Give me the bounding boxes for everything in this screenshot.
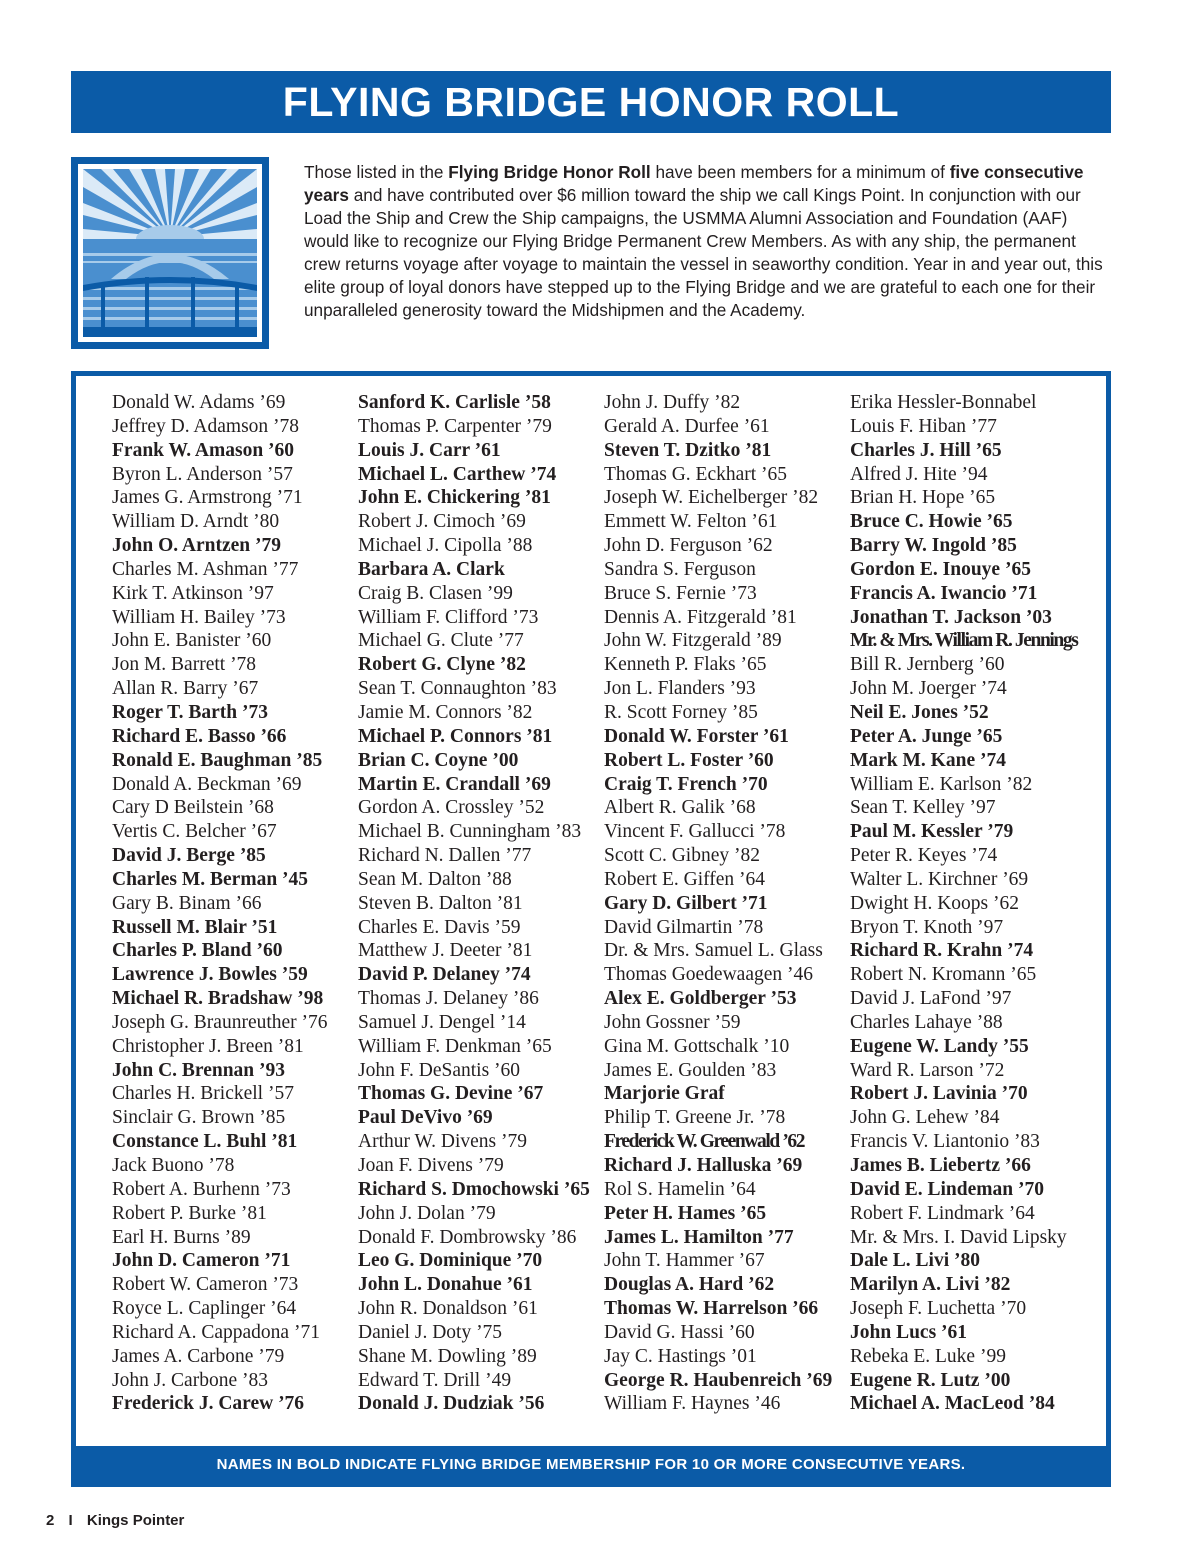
honor-roll-name-bold: Craig T. French ’70 [604, 773, 768, 795]
honor-roll-name: Scott C. Gibney ’82 [604, 845, 760, 867]
honor-roll-name: James E. Goulden ’83 [604, 1059, 777, 1081]
bold-names-note: NAMES IN BOLD INDICATE FLYING BRIDGE MEMBERSHIP FOR 10 OR MORE CONSECUTIVE YEARS. [216, 1455, 966, 1473]
honor-roll-name: Rol S. Hamelin ’64 [604, 1178, 756, 1200]
honor-roll-name-bold: Frederick W. Greenwald ’62 [604, 1131, 805, 1153]
honor-roll-name: Earl H. Burns ’89 [112, 1226, 251, 1248]
bold-names-note-bar [76, 1446, 1106, 1482]
honor-roll-name: Louis F. Hiban ’77 [850, 415, 997, 437]
intro-text: Those listed in the [304, 162, 449, 182]
honor-roll-name-bold: Gary D. Gilbert ’71 [604, 892, 768, 914]
honor-roll-name: John J. Carbone ’83 [112, 1369, 268, 1391]
honor-roll-name-bold: Donald W. Forster ’61 [604, 725, 789, 747]
honor-roll-name: Gina M. Gottschalk ’10 [604, 1035, 790, 1057]
page-number: 2 [46, 1512, 55, 1529]
honor-roll-name: Joseph F. Luchetta ’70 [850, 1298, 1027, 1320]
honor-roll-name: Kenneth P. Flaks ’65 [604, 654, 767, 676]
honor-roll-name-bold: David J. Berge ’85 [112, 845, 266, 867]
honor-roll-name: Gerald A. Durfee ’61 [604, 415, 770, 437]
honor-roll-name: Royce L. Caplinger ’64 [112, 1298, 297, 1320]
honor-roll-name: R. Scott Forney ’85 [604, 701, 758, 723]
honor-roll-name: Dwight H. Koops ’62 [850, 892, 1019, 914]
honor-roll-name-bold: Marilyn A. Livi ’82 [850, 1274, 1011, 1296]
intro-paragraph [304, 161, 1104, 322]
intro-text: have been members for a minimum of [650, 162, 950, 182]
honor-roll-name-bold: Bruce C. Howie ’65 [850, 511, 1013, 533]
honor-roll-name: Jay C. Hastings ’01 [604, 1345, 757, 1367]
honor-roll-name: Cary D Beilstein ’68 [112, 797, 274, 819]
honor-roll-name: William F. Clifford ’73 [358, 606, 539, 628]
honor-roll-name: Gary B. Binam ’66 [112, 892, 262, 914]
honor-roll-name: Robert N. Kromann ’65 [850, 964, 1037, 986]
honor-roll-name: Michael G. Clute ’77 [358, 630, 524, 652]
honor-roll-name: Thomas J. Delaney ’86 [358, 988, 539, 1010]
honor-roll-name: John M. Joerger ’74 [850, 678, 1007, 700]
honor-roll-name-bold: Paul DeVivo ’69 [358, 1107, 493, 1129]
honor-roll-name: Arthur W. Divens ’79 [358, 1131, 527, 1153]
honor-roll-name: Jack Buono ’78 [112, 1155, 235, 1176]
honor-roll-name: Joseph G. Braunreuther ’76 [112, 1011, 328, 1033]
honor-roll-name-bold: Charles M. Berman ’45 [112, 868, 309, 890]
honor-roll-column [604, 391, 850, 1416]
honor-roll-name: Ward R. Larson ’72 [850, 1059, 1005, 1081]
honor-roll-name: Donald F. Dombrowsky ’86 [358, 1226, 577, 1248]
honor-roll-name: Dr. & Mrs. Samuel L. Glass [604, 940, 823, 962]
honor-roll-name: Samuel J. Dengel ’14 [358, 1011, 526, 1033]
honor-roll-name: Bill R. Jernberg ’60 [850, 654, 1005, 676]
intro-text: and have contributed over $6 million toward the ship we call Kings Point. In conjunction with our Load the Ship and Crew the Ship campaigns, the USMMA Alumni Association and Foundation (AAF) would like to recognize our Flying Bridge Permanent Crew Members. As with any ship, the permanent crew returns voyage after voyage to maintain the vessel in seaworthy condition. Year in and year out, this elite group of loyal donors have stepped up to the Flying Bridge and we are grateful to each one for their unparalleled generosity toward the Midshipmen and the Academy. [304, 185, 1103, 320]
honor-roll-name: Rebeka E. Luke ’99 [850, 1345, 1006, 1367]
honor-roll-name: John F. DeSantis ’60 [358, 1059, 521, 1081]
intro-text-bold: five consecutive years [304, 162, 1084, 205]
honor-roll-name: Jon L. Flanders ’93 [604, 678, 756, 700]
honor-roll-name-bold: Michael R. Bradshaw ’98 [112, 988, 324, 1010]
honor-roll-name: Thomas P. Carpenter ’79 [358, 415, 552, 437]
honor-roll-name-bold: Michael P. Connors ’81 [358, 725, 553, 747]
honor-roll-name: Michael J. Cipolla ’88 [358, 535, 533, 557]
honor-roll-name-bold: Richard E. Basso ’66 [112, 725, 287, 747]
honor-roll-name: Joan F. Divens ’79 [358, 1155, 504, 1176]
honor-roll-name: Richard A. Cappadona ’71 [112, 1321, 320, 1343]
honor-roll-name: Jon M. Barrett ’78 [112, 654, 257, 676]
honor-roll-name: John J. Duffy ’82 [604, 392, 741, 413]
honor-roll-name-bold: James L. Hamilton ’77 [604, 1226, 794, 1248]
honor-roll-name-bold: Michael A. MacLeod ’84 [850, 1393, 1055, 1415]
honor-roll-name-bold: Peter A. Junge ’65 [850, 725, 1003, 747]
honor-roll-name: Jamie M. Connors ’82 [358, 701, 533, 723]
honor-roll-name: David Gilmartin ’78 [604, 916, 764, 938]
honor-roll-name: Bruce S. Fernie ’73 [604, 582, 757, 604]
honor-roll-name-bold: Thomas G. Devine ’67 [358, 1083, 544, 1105]
honor-roll-name-bold: Ronald E. Baughman ’85 [112, 749, 323, 771]
honor-roll-name-bold: Michael L. Carthew ’74 [358, 463, 557, 485]
honor-roll-name: Robert J. Cimoch ’69 [358, 511, 526, 533]
honor-roll-name-bold: Gordon E. Inouye ’65 [850, 558, 1031, 580]
sunrise-bridge-icon [71, 157, 269, 349]
honor-roll-name-bold: David P. Delaney ’74 [358, 964, 531, 986]
honor-roll-name: David G. Hassi ’60 [604, 1321, 755, 1343]
honor-roll-name: Sinclair G. Brown ’85 [112, 1107, 286, 1129]
honor-roll-name: Richard N. Dallen ’77 [358, 845, 532, 867]
honor-roll-name: Charles H. Brickell ’57 [112, 1083, 294, 1105]
honor-roll-name: Thomas G. Eckhart ’65 [604, 463, 788, 485]
honor-roll-name-bold: John Lucs ’61 [850, 1321, 968, 1343]
honor-roll-name-bold: Frank W. Amason ’60 [112, 439, 295, 461]
honor-roll-name-bold: Barry W. Ingold ’85 [850, 535, 1017, 557]
honor-roll-name: David J. LaFond ’97 [850, 988, 1012, 1010]
honor-roll-name: Craig B. Clasen ’99 [358, 582, 513, 604]
honor-roll-name: William F. Haynes ’46 [604, 1393, 781, 1415]
honor-roll-name: Vincent F. Gallucci ’78 [604, 821, 786, 843]
honor-roll-name: Mr. & Mrs. I. David Lipsky [850, 1226, 1067, 1248]
honor-roll-name: Byron L. Anderson ’57 [112, 463, 293, 485]
honor-roll-name: James G. Armstrong ’71 [112, 487, 303, 509]
honor-roll-name: Robert W. Cameron ’73 [112, 1274, 299, 1296]
honor-roll-name: Christopher J. Breen ’81 [112, 1035, 304, 1057]
honor-roll-name-bold: Richard S. Dmochowski ’65 [358, 1178, 590, 1200]
honor-roll-name-bold: James B. Liebertz ’66 [850, 1155, 1031, 1176]
honor-roll-name: Bryon T. Knoth ’97 [850, 916, 1004, 938]
honor-roll-name: Gordon A. Crossley ’52 [358, 797, 545, 819]
honor-roll-name: Brian H. Hope ’65 [850, 487, 996, 509]
page-footer [46, 1512, 194, 1529]
honor-roll-name: Donald W. Adams ’69 [112, 392, 286, 413]
honor-roll-name: Edward T. Drill ’49 [358, 1369, 512, 1391]
honor-roll-box [71, 371, 1111, 1487]
honor-roll-name: Albert R. Galik ’68 [604, 797, 756, 819]
honor-roll-name: John G. Lehew ’84 [850, 1107, 1000, 1129]
honor-roll-name: John T. Hammer ’67 [604, 1250, 765, 1272]
honor-roll-name-bold: Marjorie Graf [604, 1083, 725, 1105]
honor-roll-name: Thomas Goedewaagen ’46 [604, 964, 814, 986]
honor-roll-name: Jeffrey D. Adamson ’78 [112, 415, 300, 437]
page-title-banner [71, 71, 1111, 133]
honor-roll-name: William F. Denkman ’65 [358, 1035, 552, 1057]
honor-roll-name-bold: Richard J. Halluska ’69 [604, 1155, 803, 1176]
honor-roll-name-bold: Neil E. Jones ’52 [850, 701, 989, 723]
honor-roll-name-bold: Douglas A. Hard ’62 [604, 1274, 775, 1296]
honor-roll-name-bold: Eugene W. Landy ’55 [850, 1035, 1029, 1057]
honor-roll-name-bold: Richard R. Krahn ’74 [850, 940, 1034, 962]
honor-roll-column [850, 391, 1096, 1416]
honor-roll-name-bold: John E. Chickering ’81 [358, 487, 551, 509]
honor-roll-name: Charles Lahaye ’88 [850, 1011, 1003, 1033]
honor-roll-name: Michael B. Cunningham ’83 [358, 821, 582, 843]
honor-roll-name: Walter L. Kirchner ’69 [850, 868, 1029, 890]
honor-roll-name: Daniel J. Doty ’75 [358, 1321, 503, 1343]
honor-roll-name: Robert A. Burhenn ’73 [112, 1178, 291, 1200]
honor-roll-column [112, 391, 358, 1416]
honor-roll-columns [112, 391, 1112, 1416]
honor-roll-name-bold: Donald J. Dudziak ’56 [358, 1393, 545, 1415]
honor-roll-name: Robert E. Giffen ’64 [604, 868, 766, 890]
honor-roll-name: Donald A. Beckman ’69 [112, 773, 302, 795]
honor-roll-name-bold: Sanford K. Carlisle ’58 [358, 392, 551, 413]
honor-roll-name-bold: Barbara A. Clark [358, 558, 505, 580]
honor-roll-name-bold: Leo G. Dominique ’70 [358, 1250, 543, 1272]
honor-roll-name: Robert F. Lindmark ’64 [850, 1202, 1035, 1224]
honor-roll-name: Charles M. Ashman ’77 [112, 558, 299, 580]
honor-roll-name-bold: John L. Donahue ’61 [358, 1274, 533, 1296]
honor-roll-name-bold: Steven T. Dzitko ’81 [604, 439, 772, 461]
honor-roll-name: Kirk T. Atkinson ’97 [112, 582, 274, 604]
honor-roll-name: William H. Bailey ’73 [112, 606, 286, 628]
honor-roll-name: Philip T. Greene Jr. ’78 [604, 1107, 786, 1129]
honor-roll-name: John D. Ferguson ’62 [604, 535, 773, 557]
honor-roll-name-bold: Roger T. Barth ’73 [112, 701, 268, 723]
honor-roll-name: Shane M. Dowling ’89 [358, 1345, 537, 1367]
honor-roll-name: Steven B. Dalton ’81 [358, 892, 523, 914]
honor-roll-name-bold: Charles P. Bland ’60 [112, 940, 283, 962]
flying-bridge-logo [71, 157, 269, 349]
honor-roll-name-bold: Mark M. Kane ’74 [850, 749, 1006, 771]
honor-roll-name-bold: Jonathan T. Jackson ’03 [850, 606, 1052, 628]
honor-roll-name: John E. Banister ’60 [112, 630, 272, 652]
honor-roll-name: Sean T. Kelley ’97 [850, 797, 996, 819]
honor-roll-name: Emmett W. Felton ’61 [604, 511, 778, 533]
intro-text-bold: Flying Bridge Honor Roll [448, 162, 651, 182]
honor-roll-name: Allan R. Barry ’67 [112, 678, 259, 700]
honor-roll-name: John W. Fitzgerald ’89 [604, 630, 782, 652]
honor-roll-name-bold: Russell M. Blair ’51 [112, 916, 278, 938]
footer-separator: I [68, 1512, 73, 1529]
honor-roll-name-bold: Lawrence J. Bowles ’59 [112, 964, 308, 986]
page-title: FLYING BRIDGE HONOR ROLL [282, 78, 900, 125]
honor-roll-name: Alfred J. Hite ’94 [850, 463, 988, 485]
honor-roll-name-bold: Thomas W. Harrelson ’66 [604, 1298, 819, 1320]
honor-roll-name: Dennis A. Fitzgerald ’81 [604, 606, 797, 628]
honor-roll-name-bold: Robert L. Foster ’60 [604, 749, 774, 771]
honor-roll-name: James A. Carbone ’79 [112, 1345, 285, 1367]
honor-roll-name-bold: Mr. & Mrs. William R. Jennings [850, 630, 1078, 652]
honor-roll-column [358, 391, 604, 1416]
honor-roll-name-bold: Constance L. Buhl ’81 [112, 1131, 298, 1153]
honor-roll-name: John J. Dolan ’79 [358, 1202, 496, 1224]
honor-roll-name: Charles E. Davis ’59 [358, 916, 521, 938]
honor-roll-name-bold: John D. Cameron ’71 [112, 1250, 291, 1272]
honor-roll-name: William D. Arndt ’80 [112, 511, 280, 533]
honor-roll-name-bold: Peter H. Hames ’65 [604, 1202, 767, 1224]
honor-roll-name: Vertis C. Belcher ’67 [112, 821, 277, 843]
honor-roll-name-bold: Brian C. Coyne ’00 [358, 749, 519, 771]
honor-roll-name-bold: John O. Arntzen ’79 [112, 535, 282, 557]
honor-roll-name-bold: David E. Lindeman ’70 [850, 1178, 1044, 1200]
honor-roll-name-bold: John C. Brennan ’93 [112, 1059, 286, 1081]
honor-roll-name: Peter R. Keyes ’74 [850, 845, 998, 867]
honor-roll-name-bold: Frederick J. Carew ’76 [112, 1393, 305, 1415]
honor-roll-name-bold: Robert G. Clyne ’82 [358, 654, 526, 676]
honor-roll-name: Robert P. Burke ’81 [112, 1202, 267, 1224]
honor-roll-name-bold: Dale L. Livi ’80 [850, 1250, 980, 1272]
honor-roll-name-bold: Robert J. Lavinia ’70 [850, 1083, 1028, 1105]
publication-name: Kings Pointer [86, 1512, 185, 1529]
honor-roll-name-bold: George R. Haubenreich ’69 [604, 1369, 833, 1391]
honor-roll-name: Sean M. Dalton ’88 [358, 868, 512, 890]
honor-roll-name: John Gossner ’59 [604, 1011, 741, 1033]
honor-roll-name-bold: Charles J. Hill ’65 [850, 439, 1002, 461]
honor-roll-name-bold: Martin E. Crandall ’69 [358, 773, 551, 795]
honor-roll-name-bold: Alex E. Goldberger ’53 [604, 988, 797, 1010]
honor-roll-name: Sean T. Connaughton ’83 [358, 678, 557, 700]
honor-roll-name-bold: Eugene R. Lutz ’00 [850, 1369, 1011, 1391]
honor-roll-name: Erika Hessler-Bonnabel [850, 392, 1037, 413]
honor-roll-name-bold: Paul M. Kessler ’79 [850, 821, 1014, 843]
honor-roll-name: Sandra S. Ferguson [604, 558, 756, 580]
honor-roll-name: William E. Karlson ’82 [850, 773, 1033, 795]
honor-roll-name-bold: Francis A. Iwancio ’71 [850, 582, 1038, 604]
honor-roll-name: Francis V. Liantonio ’83 [850, 1131, 1040, 1153]
honor-roll-name: John R. Donaldson ’61 [358, 1298, 538, 1320]
honor-roll-name-bold: Louis J. Carr ’61 [358, 439, 501, 461]
honor-roll-name: Joseph W. Eichelberger ’82 [604, 487, 819, 509]
honor-roll-name: Matthew J. Deeter ’81 [358, 940, 533, 962]
